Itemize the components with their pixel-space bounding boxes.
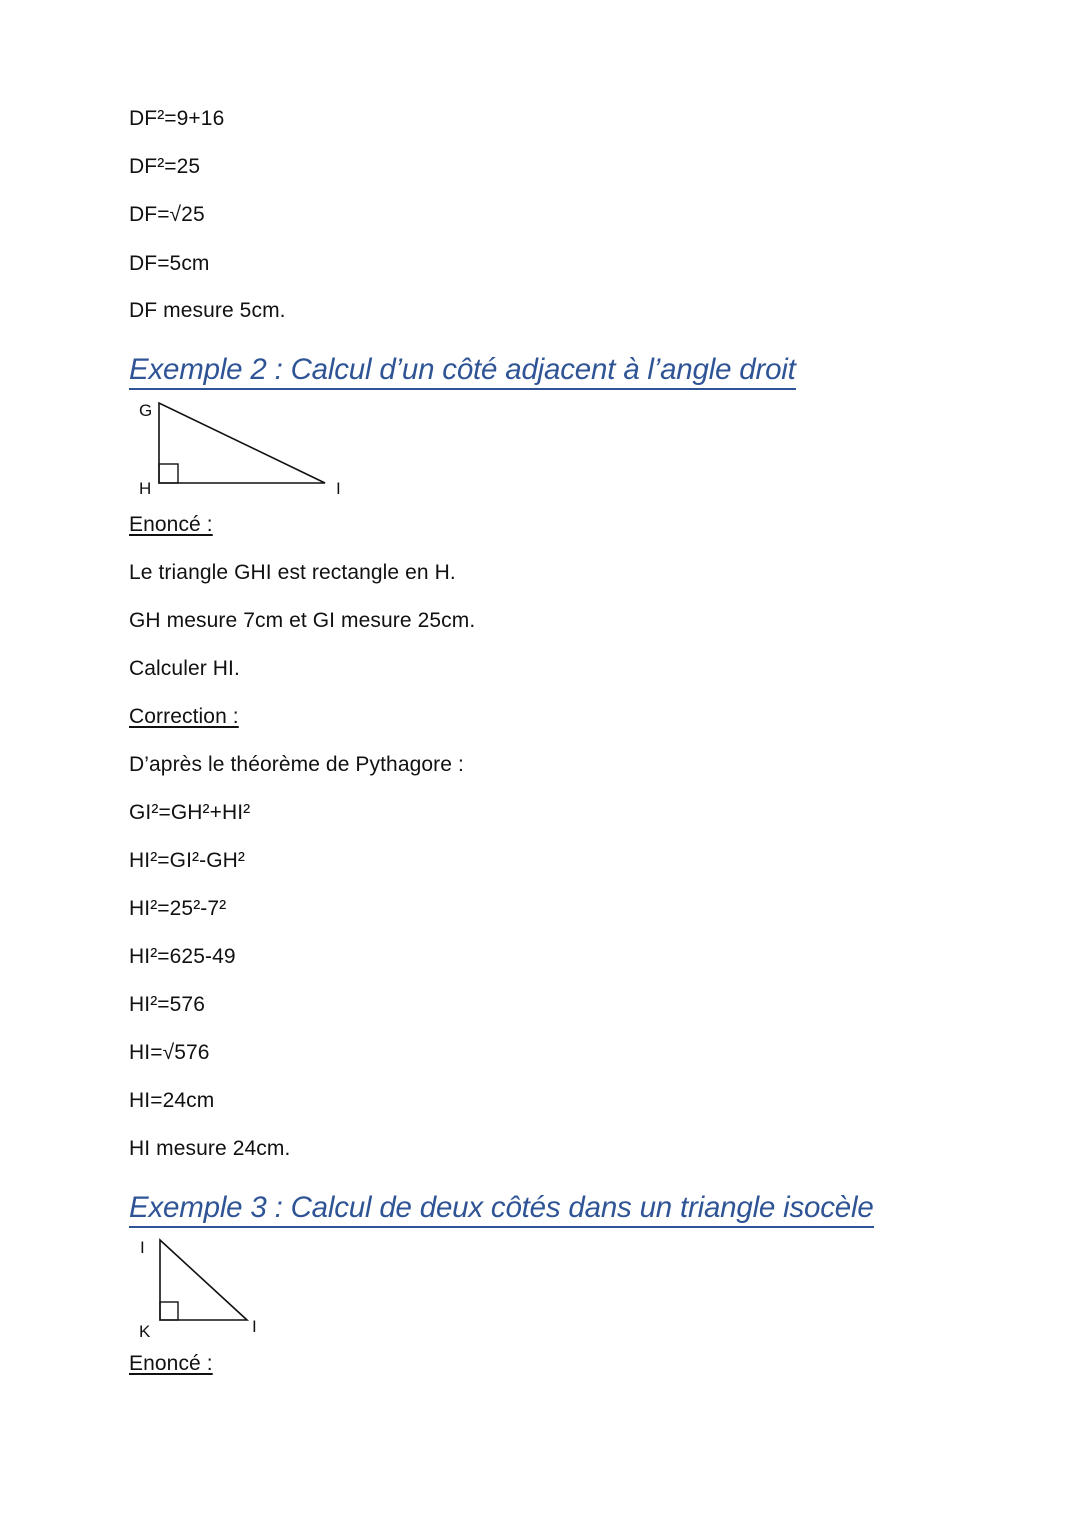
right-angle-marker — [159, 464, 178, 483]
conclusion-line: HI mesure 24cm. — [129, 1137, 291, 1160]
isosceles-right-triangle-diagram — [130, 1232, 280, 1342]
vertex-label-right: I — [252, 1317, 257, 1336]
triangle-ikl-figure — [130, 1232, 280, 1342]
example-2-heading: Exemple 2 : Calcul d’un côté adjacent à l’angle droit — [129, 352, 796, 390]
vertex-label-corner: H — [139, 479, 152, 498]
statement-label: Enoncé : — [129, 1352, 213, 1375]
correction-line: GI²=GH²+HI² — [129, 801, 251, 824]
triangle-ghi-figure — [130, 395, 360, 500]
vertex-label-right: I — [336, 479, 341, 498]
right-angle-marker — [160, 1302, 178, 1320]
vertex-label-corner: K — [139, 1322, 151, 1341]
vertex-label-top: G — [139, 401, 153, 420]
correction-label: Correction : — [129, 705, 239, 728]
statement-label: Enoncé : — [129, 513, 213, 536]
correction-line: HI²=GI²-GH² — [129, 849, 246, 872]
statement-line: GH mesure 7cm et GI mesure 25cm. — [129, 609, 476, 632]
calc-line: DF=5cm — [129, 252, 210, 275]
correction-line: HI²=25²-7² — [129, 897, 227, 920]
calc-line: DF=√25 — [129, 203, 205, 226]
calc-line: DF²=25 — [129, 155, 201, 178]
example-3-heading: Exemple 3 : Calcul de deux côtés dans un triangle isocèle — [129, 1190, 874, 1228]
correction-line: HI²=576 — [129, 993, 205, 1016]
right-triangle-diagram — [130, 395, 360, 500]
statement-line: Le triangle GHI est rectangle en H. — [129, 561, 456, 584]
correction-line: HI=24cm — [129, 1089, 215, 1112]
statement-line: Calculer HI. — [129, 657, 240, 680]
correction-line: HI=√576 — [129, 1041, 210, 1064]
conclusion-line: DF mesure 5cm. — [129, 299, 286, 322]
correction-line: D’après le théorème de Pythagore : — [129, 753, 464, 776]
calc-line: DF²=9+16 — [129, 107, 225, 130]
vertex-label-top: I — [140, 1238, 145, 1257]
correction-line: HI²=625-49 — [129, 945, 236, 968]
